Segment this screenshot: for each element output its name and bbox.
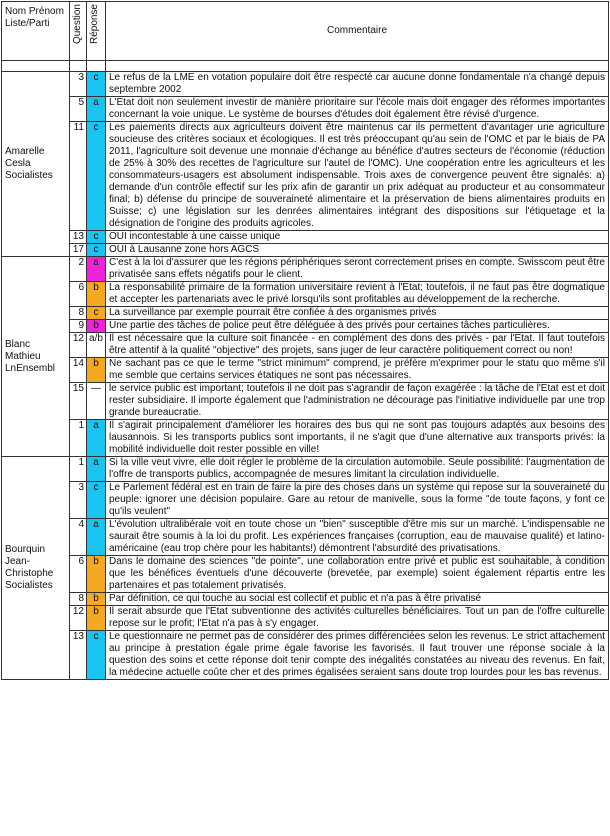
response-code: b xyxy=(87,593,106,606)
question-number: 17 xyxy=(70,244,87,257)
comment-text: Il s'agirait principalement d'améliorer les horaires des bus qui ne sont pas toujours adaptés aux besoins des lausannois. Si les transports publics sont importants, il ne s'agit que d'une alternative aux transports privés: la mobilité individuelle doit rester possible en ville! xyxy=(106,420,609,457)
candidate-name-line: Bourquin Jean- xyxy=(5,544,46,567)
question-number: 6 xyxy=(70,282,87,307)
question-number: 13 xyxy=(70,631,87,680)
comment-text: L'évolution ultralibérale voit en toute chose un "bien" susceptible d'être mis sur un marché. L'indispensable ne saurait être soumis à la loi du profit. Les expériences françaises (corruption, eau de mauvaise qualité) et latino-américaine (eau trop chère pour les habitants!) démontrent l'absurdité des privatisations. xyxy=(106,519,609,556)
question-number: 12 xyxy=(70,606,87,631)
response-code: c xyxy=(87,122,106,231)
table-row xyxy=(2,482,609,519)
response-code: b xyxy=(87,320,106,333)
candidate-name-line: Amarelle Cesla xyxy=(5,146,45,169)
question-number: 14 xyxy=(70,358,87,383)
question-number: 6 xyxy=(70,556,87,593)
table-row xyxy=(2,72,609,97)
response-code: c xyxy=(87,307,106,320)
comment-text: La responsabilité primaire de la formation universitaire revient à l'Etat; toutefois, il ne faut pas être dogmatique et accepter les partenariats avec le privé lorsqu'ils sont profitables au développement de la recherche. xyxy=(106,282,609,307)
candidate-name-line: Socialistes xyxy=(5,170,53,181)
comment-text: Le refus de la LME en votation populaire doit être respecté car aucune donne fondamentale n'a changé depuis septembre 2002 xyxy=(106,72,609,97)
comment-text: OUI à Lausanne zone hors AGCS xyxy=(106,244,609,257)
response-code: a/b xyxy=(87,333,106,358)
table-row xyxy=(2,122,609,231)
response-code: — xyxy=(87,383,106,420)
comment-text: C'est à la loi d'assurer que les régions périphériques seront correctement prises en compte. Swisscom peut être privatisée sans effets négatifs pour le client. xyxy=(106,257,609,282)
response-code: c xyxy=(87,231,106,244)
table-row xyxy=(2,606,609,631)
candidate-name-line: Blanc Mathieu xyxy=(5,338,41,362)
question-number: 3 xyxy=(70,72,87,97)
table-row xyxy=(2,333,609,358)
question-number: 1 xyxy=(70,457,87,482)
question-number: 9 xyxy=(70,320,87,333)
question-number: 2 xyxy=(70,257,87,282)
response-code: b xyxy=(87,556,106,593)
table-row xyxy=(2,257,609,282)
header-commentaire: Commentaire xyxy=(106,2,609,61)
response-code: b xyxy=(87,282,106,307)
table-row xyxy=(2,457,609,482)
response-code: a xyxy=(87,519,106,556)
question-number: 5 xyxy=(70,97,87,122)
table-row xyxy=(2,420,609,457)
header-row xyxy=(2,2,609,61)
question-number: 8 xyxy=(70,593,87,606)
candidate-name xyxy=(2,257,70,457)
table-row xyxy=(2,244,609,257)
question-number: 11 xyxy=(70,122,87,231)
table-row xyxy=(2,358,609,383)
comment-text: Il est nécessaire que la culture soit financée - en complément des dons des privés - par l'Etat. Il faut toutefois être attentif à la qualité "objective" des projets, sans juger de leur caractère politiquement correct ou non! xyxy=(106,333,609,358)
responses-table xyxy=(1,1,609,680)
comment-text: Si la ville veut vivre, elle doit régler le problème de la circulation automobile. Seule possibilité: l'augmentation de l'offre de transports publics, accompagnée de mesures limitant la circulation individuelle. xyxy=(106,457,609,482)
header-name xyxy=(2,2,70,61)
spacer-row xyxy=(2,61,609,72)
response-code: c xyxy=(87,72,106,97)
question-number: 3 xyxy=(70,482,87,519)
table-row xyxy=(2,231,609,244)
response-code: b xyxy=(87,358,106,383)
candidate-name xyxy=(2,457,70,680)
candidate-name-line: Socialistes xyxy=(5,580,53,591)
comment-text: Ne sachant pas ce que le terme "strict minimum" comprend, je préfère m'exprimer pour le statu quo même s'il me semble que certains services étatiques ne sont pas nécessaires. xyxy=(106,358,609,383)
comment-text: Il serait absurde que l'Etat subventionne des activités culturelles bénéficiaires. Tout un pan de l'offre culturelle repose sur le profit; l'Etat n'a pas à s'y engager. xyxy=(106,606,609,631)
comment-text: Dans le domaine des sciences "de pointe", une collaboration entre privé et public est souhaitable, à condition que les bénéfices éventuels d'une découverte (brevetée, par exemple) soient également répartis entre les partenaires et pas totalement privatisés. xyxy=(106,556,609,593)
question-number: 12 xyxy=(70,333,87,358)
response-code: c xyxy=(87,244,106,257)
response-code: a xyxy=(87,97,106,122)
comment-text: Le Parlement fédéral est en train de faire la pire des choses dans un système qui repose sur la souveraineté du peuple: ignorer une décision populaire. Gare au retour de manivelle, sous la forme "de toute façons, y font ce qu'ils veulent" xyxy=(106,482,609,519)
table-row xyxy=(2,631,609,680)
response-code: a xyxy=(87,420,106,457)
table-row xyxy=(2,320,609,333)
response-code: b xyxy=(87,606,106,631)
response-code: a xyxy=(87,457,106,482)
header-name-line2: Liste/Parti xyxy=(5,18,50,29)
candidate-name-line: LnEnsembl xyxy=(5,362,56,374)
comment-text: Par définition, ce qui touche au social est collectif et public et n'a pas à être privatisé xyxy=(106,593,609,606)
response-code: c xyxy=(87,631,106,680)
question-number: 8 xyxy=(70,307,87,320)
comment-text: OUI incontestable à une caisse unique xyxy=(106,231,609,244)
comment-text: Le questionnaire ne permet pas de considérer des primes différenciées selon les revenus. Le strict attachement au principe à prestation égale prime égale favorise les favorisés. Il faut trouver une réponse sociale à la question des soins et cette réponse doit tenir compte des inégalités constatées au niveau des revenus. En fait, la médecine actuelle coûte cher et des primes égalisées seraient sans doute trop lourdes pour les bas revenus. xyxy=(106,631,609,680)
table-row xyxy=(2,97,609,122)
table-row xyxy=(2,556,609,593)
comment-text: La surveillance par exemple pourrait être confiée à des organismes privés xyxy=(106,307,609,320)
header-name-line1: Nom Prénom xyxy=(5,6,64,17)
response-code: c xyxy=(87,482,106,519)
table-row xyxy=(2,519,609,556)
table-row xyxy=(2,383,609,420)
question-number: 4 xyxy=(70,519,87,556)
header-question: Question xyxy=(70,2,87,61)
header-reponse: Réponse xyxy=(87,2,106,61)
question-number: 13 xyxy=(70,231,87,244)
comment-text: le service public est important; toutefois il ne doit pas s'agrandir de façon exagérée : la tâche de l'Etat est et doit rester subsidiaire. Il importe également que l'administration ne décourage pas l'initiative individuelle par une trop grande bureaucratie. xyxy=(106,383,609,420)
table-row xyxy=(2,282,609,307)
table-row xyxy=(2,307,609,320)
comment-text: Les paiements directs aux agriculteurs doivent être maintenus car ils permettent d'avantager une agriculture soucieuse des critères sociaux et écologiques. Il est très préoccupant qu'au sein de l'OMC et par le biais de PA 2011, l'agriculture soit devenue une monnaie d'échange au bénéfice d'autres secteurs de l'économie (réduction de 25% à 30% des recettes de l'agriculture sur l'autel de l'OMC). Une coopération entre les agriculteurs et les consommateurs-usagers est absolument indispensable. Trois axes de convergence peuvent être signalés: a) demande d'un contrôle effectif sur les prix afin de garantir un prix adéquat au producteur et au consommateur final; b) défense du principe de souveraineté alimentaire et la préservation de biens alimentaires produits en Suisse; c) une législation sur les denrées alimentaires intégrant des dispositions sur l'étiquetage et la désignation de l'origine des produits agricoles. xyxy=(106,122,609,231)
comment-text: Une partie des tâches de police peut être déléguée à des privés pour certaines tâches particulières. xyxy=(106,320,609,333)
candidate-name xyxy=(2,72,70,257)
response-code: a xyxy=(87,257,106,282)
question-number: 1 xyxy=(70,420,87,457)
table-row xyxy=(2,593,609,606)
comment-text: L'Etat doit non seulement investir de manière prioritaire sur l'école mais doit engager des réformes importantes concernant la voie unique. Le système de bourses d'études doit également être révisé d'urgence. xyxy=(106,97,609,122)
question-number: 15 xyxy=(70,383,87,420)
candidate-name-line: Christophe xyxy=(5,568,54,579)
